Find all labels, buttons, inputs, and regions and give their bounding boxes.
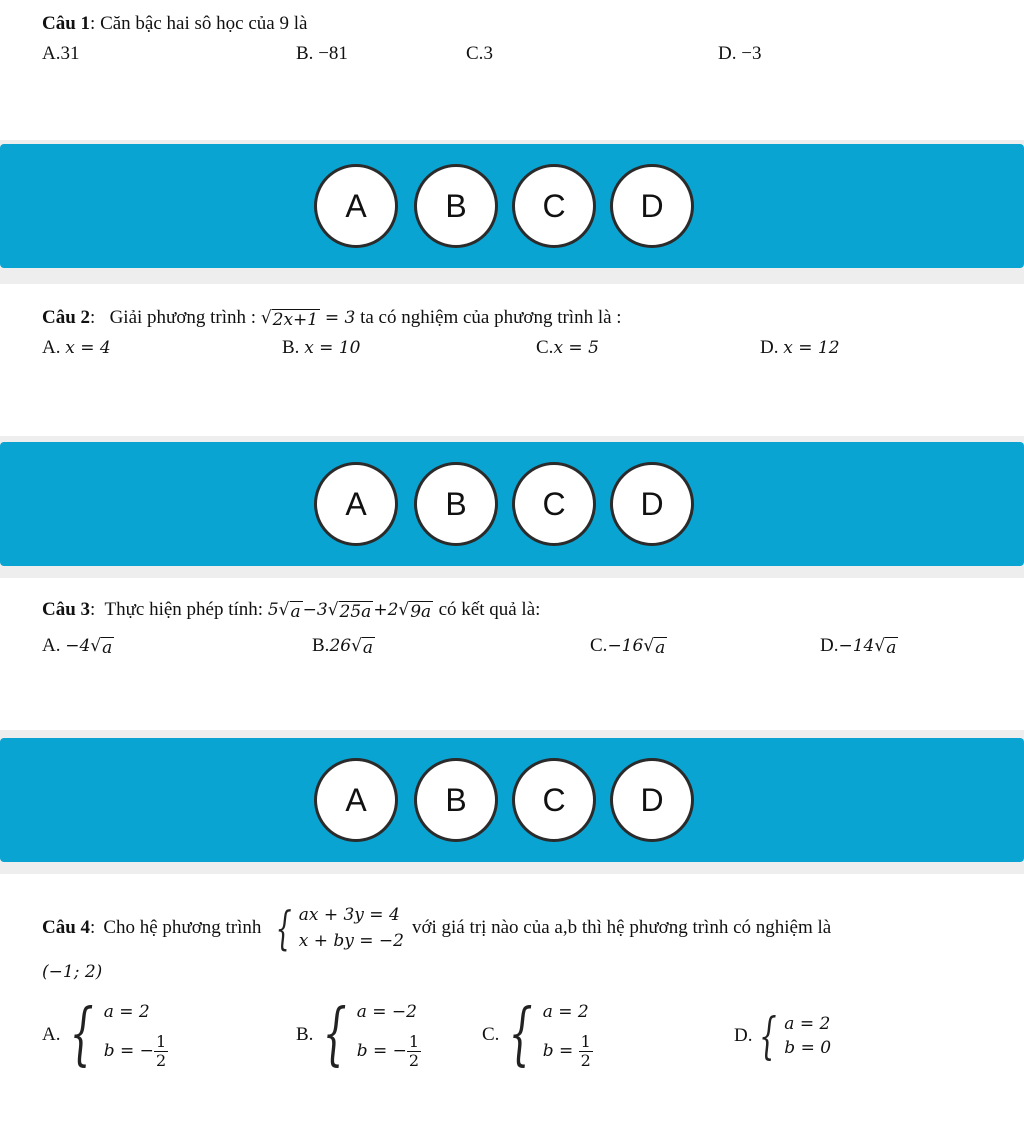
answer-button-d[interactable]: D [610, 462, 694, 546]
question-card-2 [0, 284, 1024, 436]
expression: 5 √ a −3 √ 25a +2 √ 9a [267, 600, 432, 622]
answer-button-c[interactable]: C [512, 758, 596, 842]
answer-button-c[interactable]: C [512, 462, 596, 546]
q2-option-b: B. x = 10 [282, 337, 361, 358]
question-card-1 [0, 0, 1024, 140]
answer-bar-2 [0, 442, 1024, 566]
question-card-3 [0, 578, 1024, 730]
answer-button-c[interactable]: C [512, 164, 596, 248]
question-2-text: Câu 2: Giải phương trình : √ 2x+1 = 3 ta có nghiệm của phương trình là : [42, 307, 622, 330]
q4-option-c: C. { a = 2 b = $\frac{1}{2}$ [482, 995, 591, 1074]
q4-option-b: B. { a = −2 b = − $\frac{1}{2}$ [296, 995, 420, 1074]
question-number: Câu 4 [42, 917, 91, 938]
q3-option-a: A. −4 √ a [42, 635, 113, 658]
question-4-text: Câu 4 : Cho hệ phương trình { ax + 3y = 4 x + by = −2 với giá trị nào của a,b thì hệ phương trình có nghiệm là [42, 896, 831, 960]
answer-button-a[interactable]: A [314, 164, 398, 248]
q2-option-a: A. x = 4 [42, 337, 111, 358]
question-card-4 [0, 874, 1024, 1143]
sqrt-expression: √ 2x+1 [260, 308, 319, 330]
q3-option-b: B.26 √ a [312, 635, 374, 658]
question-number: Câu 1 [42, 13, 91, 34]
q1-option-a: A.31 [42, 43, 80, 64]
q4-solution: (−1; 2) [42, 962, 103, 982]
q2-option-c: C.x = 5 [536, 337, 599, 358]
answer-bar-1 [0, 144, 1024, 268]
answer-button-d[interactable]: D [610, 758, 694, 842]
answer-button-a[interactable]: A [314, 462, 398, 546]
q4-option-d: D. { a = 2 b = 0 [734, 1007, 832, 1065]
q2-option-d: D. x = 12 [760, 337, 840, 358]
equation-system: { ax + 3y = 4 x + by = −2 [276, 901, 404, 955]
question-1-text: Câu 1: Căn bậc hai sô học của 9 là [42, 13, 308, 34]
q3-option-d: D.−14 √ a [820, 635, 897, 658]
answer-bar-3 [0, 738, 1024, 862]
answer-button-d[interactable]: D [610, 164, 694, 248]
q1-option-d: D. −3 [718, 43, 762, 64]
answer-button-b[interactable]: B [414, 164, 498, 248]
q1-option-c: C.3 [466, 43, 493, 64]
answer-button-b[interactable]: B [414, 462, 498, 546]
question-number: Câu 3 [42, 599, 91, 620]
q3-option-c: C.−16 √ a [590, 635, 666, 658]
q4-option-a: A. { a = 2 b = − $\frac{1}{2}$ [42, 995, 167, 1074]
answer-button-a[interactable]: A [314, 758, 398, 842]
q1-option-b: B. −81 [296, 43, 348, 64]
question-number: Câu 2 [42, 307, 91, 328]
question-3-text: Câu 3: Thực hiện phép tính: 5 √ a −3 √ 25a +2 √ 9a có kết quả là: [42, 599, 541, 622]
answer-button-b[interactable]: B [414, 758, 498, 842]
